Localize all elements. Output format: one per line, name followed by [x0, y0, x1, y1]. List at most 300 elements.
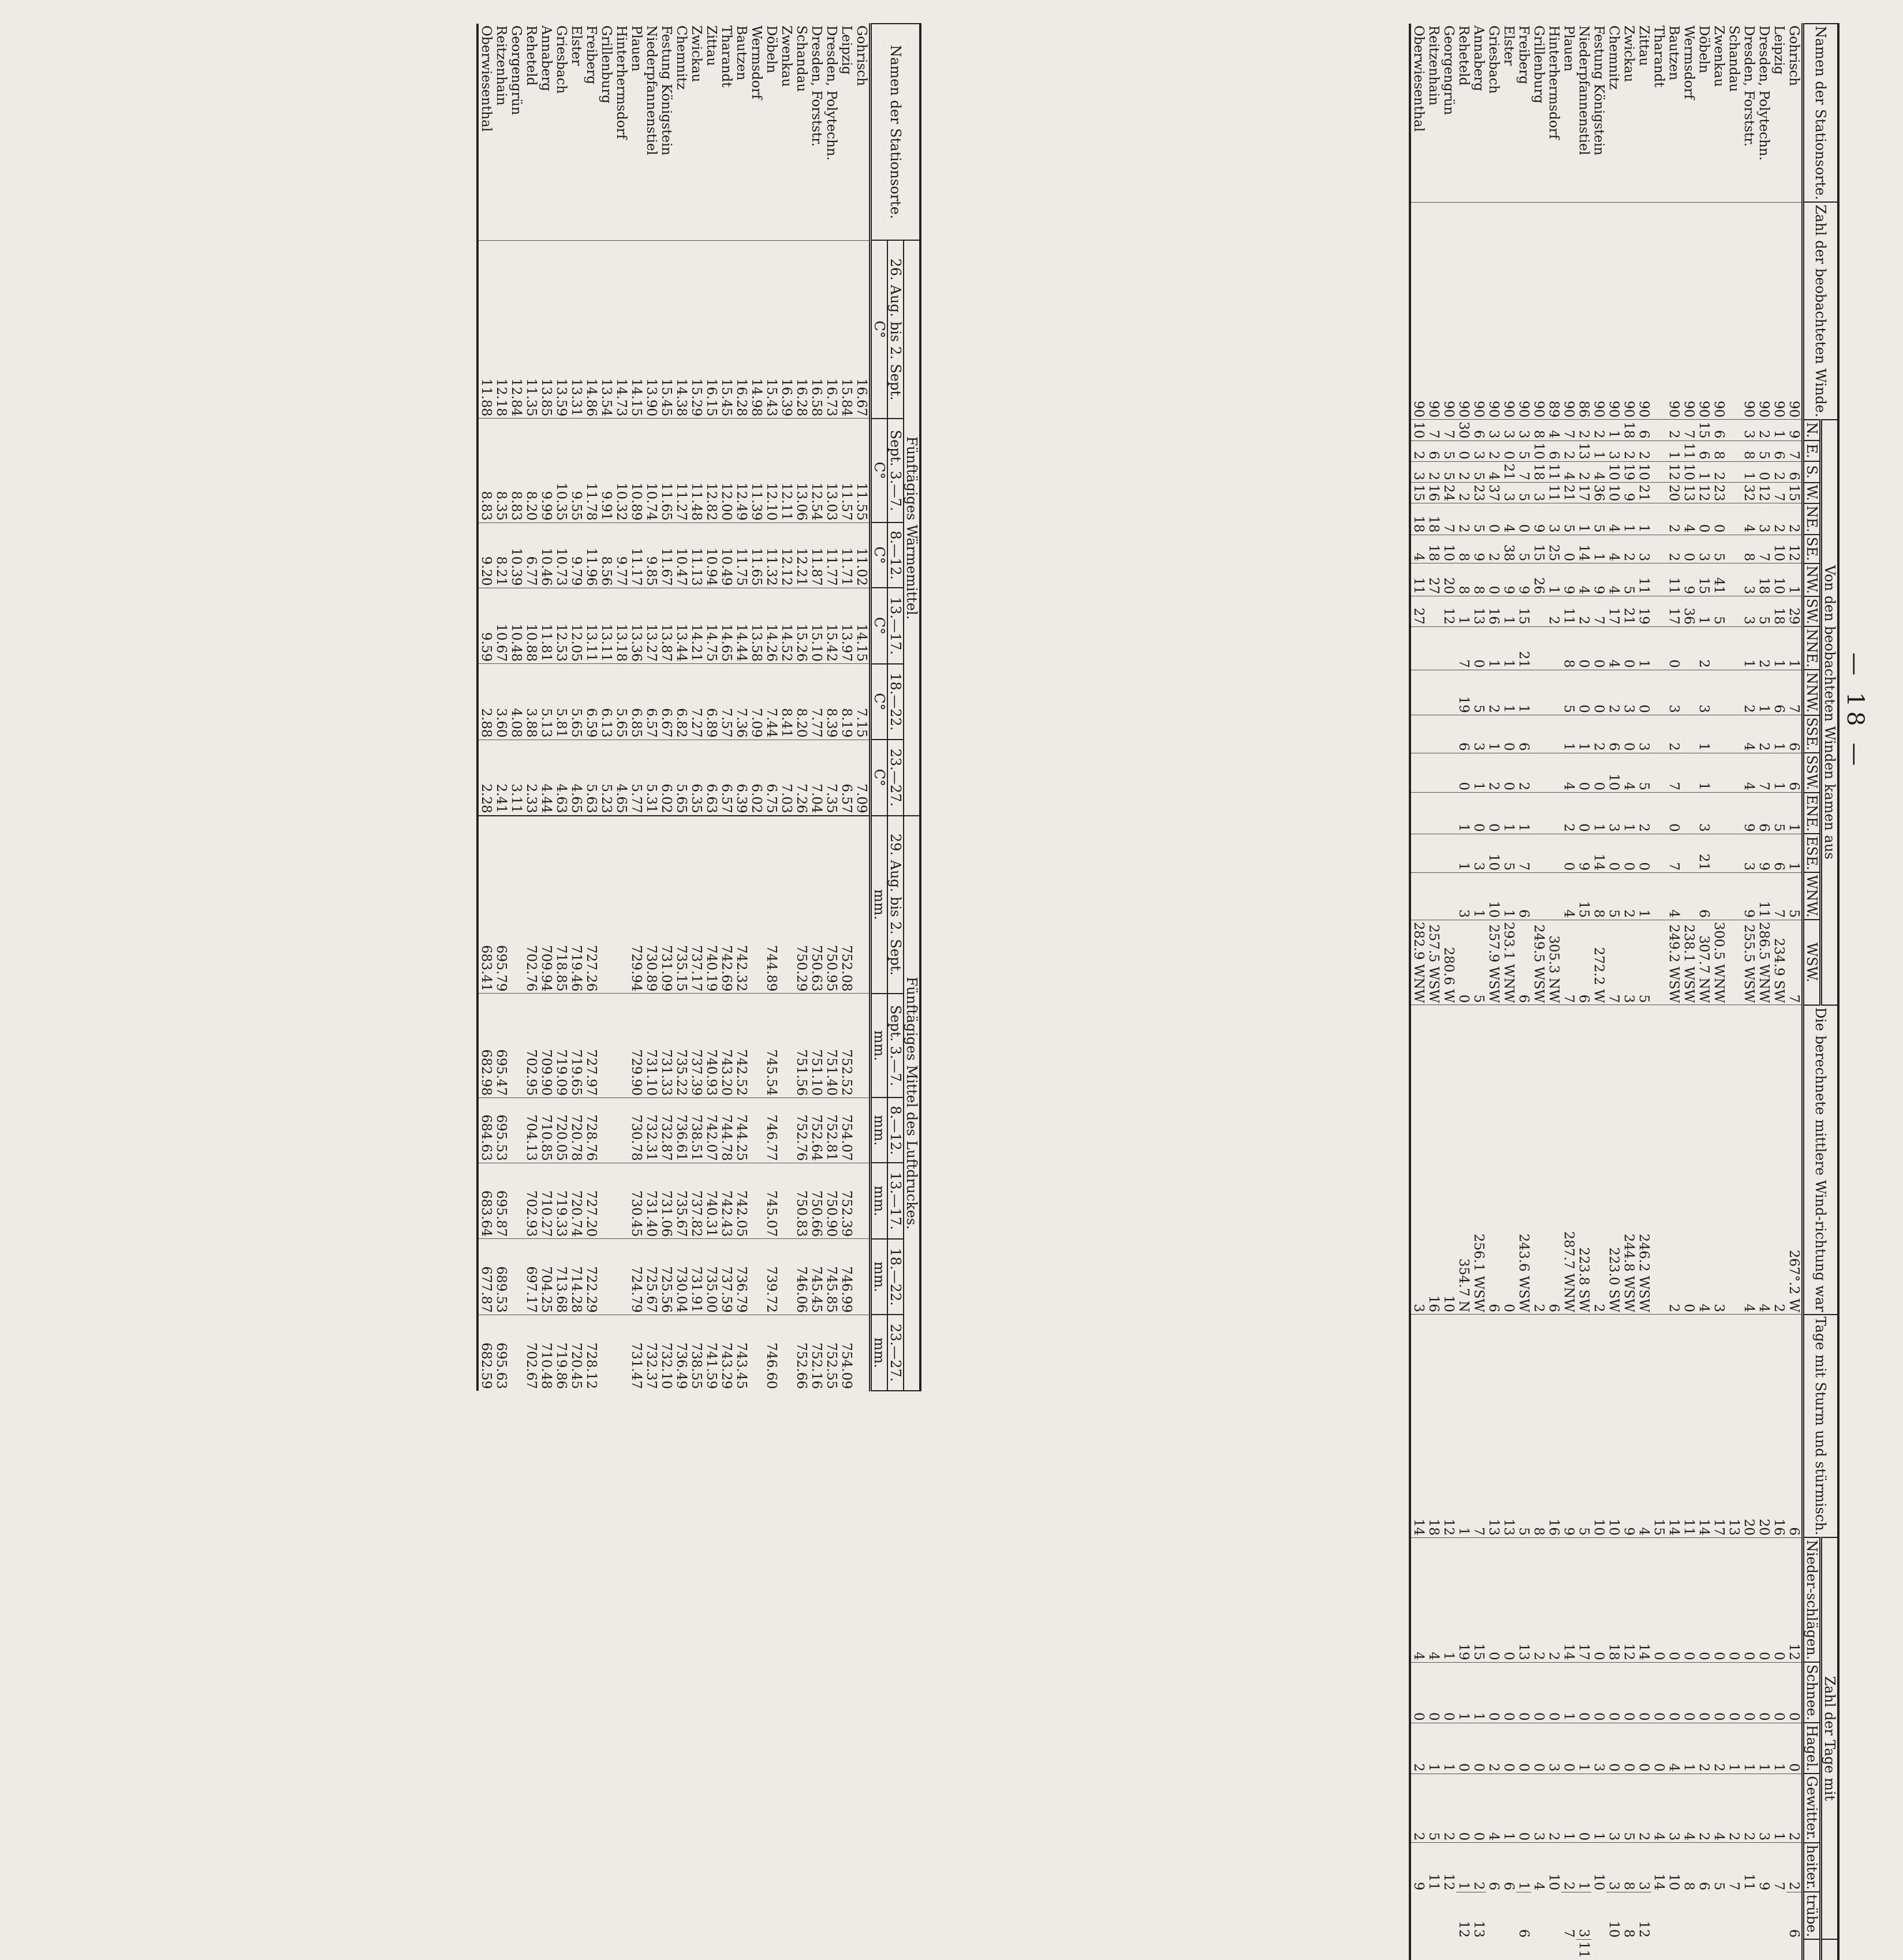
wind-cell: [1546, 872, 1561, 920]
wind-cell: [1531, 834, 1546, 872]
wind-cell: [1651, 461, 1666, 482]
wind-cell: 2: [1666, 503, 1681, 535]
pressure-cell: [614, 816, 629, 994]
pressure-cell: 735.67: [674, 1163, 689, 1238]
temperature-cell: 14.75: [704, 588, 719, 663]
wind-cell: [1726, 715, 1741, 753]
wind-cell: 2: [1696, 1723, 1711, 1774]
temperature-cell: 16.28: [794, 240, 809, 418]
temperature-cell: 10.67: [494, 588, 509, 663]
pressure-cell: [509, 994, 524, 1098]
wind-cell: 300.5 WNW: [1711, 920, 1726, 1005]
wind-cell: 8: [1741, 535, 1756, 563]
wind-cell: 0: [1591, 1662, 1606, 1723]
wind-cell: 3: [1501, 483, 1516, 503]
temperature-cell: 9.91: [599, 419, 614, 523]
wind-cell: 11: [1681, 440, 1696, 461]
wind-cell: 280.6 W: [1441, 920, 1456, 1005]
wind-cell: 4: [1621, 753, 1636, 793]
pressure-cell: 750.95: [824, 816, 839, 994]
wind-cell: 0: [1456, 920, 1471, 1005]
wind-cell: 1: [1456, 793, 1471, 834]
wind-cell: 8: [1561, 626, 1576, 670]
wind-cell: 2: [1636, 1774, 1651, 1843]
temperature-cell: 8.41: [779, 664, 794, 740]
wind-cell: 1: [1576, 1723, 1591, 1774]
wind-cell: 7: [1441, 420, 1456, 440]
wind-cell: 1: [1456, 1662, 1471, 1723]
wind-cell: 9: [1621, 1315, 1636, 1538]
wind-cell: 0: [1561, 535, 1576, 563]
temperature-cell: 7.57: [719, 664, 734, 740]
wind-cell: 6: [1786, 753, 1803, 793]
temperature-cell: 4.44: [539, 740, 554, 815]
temperature-cell: 6.75: [764, 740, 779, 815]
temperature-cell: 14.15: [629, 240, 644, 418]
wind-cell: 90: [1711, 202, 1726, 419]
temperature-cell: 6.67: [659, 664, 674, 740]
wind-cell: 2: [1711, 461, 1726, 482]
wind-cell: 5: [1471, 670, 1486, 715]
wind-cell: [1726, 670, 1741, 715]
pressure-cell: [854, 1097, 871, 1163]
temperature-cell: 7.36: [734, 664, 749, 740]
wind-cell: [1441, 793, 1456, 834]
wind-cell: 3: [1741, 420, 1756, 440]
pressure-cell: 724.79: [629, 1239, 644, 1315]
pressure-cell: 752.16: [809, 1315, 824, 1391]
wind-cell: 6: [1786, 1315, 1803, 1538]
wind-cell: 6: [1471, 420, 1486, 440]
wind-cell: 16: [1426, 483, 1441, 503]
wind-cell: 2: [1786, 503, 1803, 535]
wind-cell: 2: [1696, 626, 1711, 670]
wind-cell: 3: [1606, 1843, 1621, 1892]
wind-cell: [1726, 753, 1741, 793]
wind-cell: 5: [1441, 440, 1456, 461]
wind-cell: 90: [1501, 202, 1516, 419]
wind-cell: 27: [1410, 596, 1426, 627]
temperature-cell: 5.13: [539, 664, 554, 740]
wind-cell: 5: [1711, 1843, 1726, 1892]
pressure-cell: 742.32: [734, 816, 749, 994]
table-row: [524, 24, 539, 1391]
pressure-cell: 695.47: [494, 994, 509, 1098]
wind-cell: [1651, 626, 1666, 670]
wind-cell: 0: [1651, 1662, 1666, 1723]
wind-cell: 0: [1786, 1723, 1803, 1774]
temperature-cell: 11.71: [839, 522, 854, 588]
press-unit: mm.: [871, 994, 888, 1098]
wind-cell: 11: [1741, 1843, 1756, 1892]
wind-direction-header: SW.: [1803, 596, 1821, 627]
station-name: Dresden, Forststr.: [809, 25, 824, 147]
wind-cell: 6: [1516, 715, 1531, 753]
wind-cell: 1: [1456, 596, 1471, 627]
pressure-cell: [599, 1163, 614, 1238]
wind-cell: 1: [1786, 563, 1803, 596]
wind-cell: 2: [1486, 1723, 1501, 1774]
wind-cell: 0: [1486, 503, 1501, 535]
wind-cell: 0: [1501, 1537, 1516, 1662]
t1-mean-header: Die berechnete mittlere Wind-richtung war: [1803, 1005, 1839, 1315]
temperature-cell: 11.77: [824, 522, 839, 588]
wind-cell: 2: [1771, 461, 1786, 482]
wind-direction-header: NW.: [1803, 563, 1821, 596]
station-name: Bautzen: [734, 25, 749, 81]
wind-cell: 21: [1621, 596, 1636, 627]
wind-cell: [1546, 670, 1561, 715]
wind-cell: [1531, 596, 1546, 627]
wind-cell: 9: [1410, 1843, 1426, 1892]
wind-cell: 0: [1756, 1662, 1771, 1723]
temperature-cell: 4.63: [554, 740, 569, 815]
wind-cell: 6: [1696, 872, 1711, 920]
wind-cell: [1711, 670, 1726, 715]
wind-cell: 32: [1741, 483, 1756, 503]
pressure-cell: 709.90: [539, 994, 554, 1098]
wind-cell: 0: [1501, 1005, 1516, 1315]
pressure-cell: 725.56: [659, 1239, 674, 1315]
pressure-cell: 735.22: [674, 994, 689, 1098]
pressure-cell: 713.68: [554, 1239, 569, 1315]
pressure-cell: 702.76: [524, 816, 539, 994]
temperature-cell: 13.85: [539, 240, 554, 418]
wind-cell: 3: [1741, 563, 1756, 596]
wind-cell: 9: [1561, 563, 1576, 596]
wind-cell: [1531, 753, 1546, 793]
wind-cell: 1: [1696, 461, 1711, 482]
wind-cell: 3: [1546, 503, 1561, 535]
temperature-cell: 7.09: [854, 740, 871, 815]
pressure-cell: 682.98: [477, 994, 494, 1098]
wind-cell: 1: [1561, 1662, 1576, 1723]
station-name: Niederpfannenstiel: [1576, 25, 1591, 155]
table-row: [1441, 24, 1456, 1960]
wind-cell: 0: [1666, 626, 1681, 670]
press-period-header: 29. Aug. bis 2. Sept.: [887, 816, 904, 994]
temperature-cell: 14.15: [854, 588, 871, 663]
wind-cell: 223.0 SW: [1606, 1005, 1621, 1315]
pressure-cell: [749, 816, 764, 994]
temperature-cell: 15.43: [764, 240, 779, 418]
wind-cell: 3: [1756, 1774, 1771, 1843]
wind-cell: 0: [1636, 1723, 1651, 1774]
pressure-cell: 751.40: [824, 994, 839, 1098]
temp-unit: C°: [871, 740, 888, 815]
wind-cell: 90: [1681, 202, 1696, 419]
wind-cell: [1441, 670, 1456, 715]
wind-cell: 257.5 WSW: [1426, 920, 1441, 1005]
pressure-cell: [749, 1315, 764, 1391]
wind-cell: 90: [1561, 202, 1576, 419]
temperature-cell: 3.88: [524, 664, 539, 740]
wind-cell: 0: [1771, 1537, 1786, 1662]
wind-cell: 89: [1546, 202, 1561, 419]
temperature-cell: 12.05: [569, 588, 584, 663]
press-unit: mm.: [871, 1239, 888, 1315]
wind-cell: 1: [1786, 834, 1803, 872]
pressure-cell: 735.15: [674, 816, 689, 994]
wind-cell: 1: [1501, 793, 1516, 834]
temperature-cell: 11.55: [854, 419, 871, 523]
wind-cell: 19: [1456, 670, 1471, 715]
temperature-cell: 13.90: [644, 240, 659, 418]
pressure-cell: 745.54: [764, 994, 779, 1098]
wind-cell: 10: [1531, 440, 1546, 461]
wind-cell: 3: [1546, 1723, 1561, 1774]
wind-cell: 11: [1410, 563, 1426, 596]
wind-cell: 7: [1591, 596, 1606, 627]
pressure-cell: [614, 994, 629, 1098]
wind-cell: 0: [1621, 626, 1636, 670]
wind-cell: [1546, 834, 1561, 872]
wind-cell: 26: [1531, 563, 1546, 596]
wind-cell: 4: [1696, 1005, 1711, 1315]
wind-cell: 2: [1591, 420, 1606, 440]
wind-cell: 5: [1606, 872, 1621, 920]
wind-cell: 0: [1516, 503, 1531, 535]
wind-cell: [1726, 920, 1741, 1005]
wind-cell: 0: [1486, 563, 1501, 596]
wind-cell: 0: [1531, 1662, 1546, 1723]
wind-cell: 1: [1486, 715, 1501, 753]
pressure-cell: [854, 1163, 871, 1238]
wind-cell: [1441, 872, 1456, 920]
wind-cell: 4: [1666, 872, 1681, 920]
wind-cell: 249.5 WSW: [1531, 920, 1546, 1005]
pressure-cell: 752.81: [824, 1097, 839, 1163]
wind-cell: 3: [1636, 1843, 1651, 1892]
pressure-cell: 702.67: [524, 1315, 539, 1391]
temperature-cell: 13.06: [794, 419, 809, 523]
temperature-cell: 11.87: [809, 522, 824, 588]
wind-cell: 0: [1576, 670, 1591, 715]
wind-cell: 286.5 WNW: [1756, 920, 1771, 1005]
wind-cell: 6: [1486, 1843, 1501, 1892]
temperature-cell: 8.20: [794, 664, 809, 740]
wind-cell: 2: [1636, 793, 1651, 834]
wind-cell: 17: [1711, 1315, 1726, 1538]
temperature-cell: 2.33: [524, 740, 539, 815]
wind-direction-header: NNW.: [1803, 670, 1821, 715]
table-row: [1756, 24, 1771, 1960]
wind-cell: 7: [1441, 503, 1456, 535]
wind-cell: [1651, 535, 1666, 563]
wind-cell: 2: [1591, 715, 1606, 753]
wind-cell: 5: [1621, 563, 1636, 596]
wind-cell: 4: [1486, 1774, 1501, 1843]
wind-cell: 2: [1756, 715, 1771, 753]
wind-cell: 1: [1621, 793, 1636, 834]
station-name: Georgengrün: [1441, 25, 1456, 115]
wind-cell: 10: [1606, 483, 1621, 503]
wind-cell: [1426, 715, 1441, 753]
pressure-cell: 728.12: [584, 1315, 599, 1391]
pressure-cell: 746.99: [839, 1239, 854, 1315]
wind-cell: 256.1 WSW: [1471, 1005, 1486, 1315]
table-row: [539, 24, 554, 1391]
wind-cell: [1651, 440, 1666, 461]
temperature-cell: 11.17: [629, 522, 644, 588]
wind-cell: 0: [1576, 1662, 1591, 1723]
wind-cell: 17: [1576, 483, 1591, 503]
pressure-cell: [599, 1097, 614, 1163]
wind-cell: [1531, 793, 1546, 834]
table-row: [509, 24, 524, 1391]
temp-unit: C°: [871, 522, 888, 588]
wind-cell: 5: [1516, 1315, 1531, 1538]
wind-cell: 5: [1471, 920, 1486, 1005]
wind-cell: 3: [1636, 535, 1651, 563]
temperature-cell: 12.18: [494, 240, 509, 418]
wind-cell: 2: [1486, 670, 1501, 715]
wind-direction-header: ESE.: [1803, 834, 1821, 872]
wind-cell: 11: [1636, 563, 1651, 596]
pressure-cell: 702.93: [524, 1163, 539, 1238]
wind-cell: [1410, 872, 1426, 920]
wind-cell: 20: [1666, 483, 1681, 503]
pressure-cell: 751.10: [809, 994, 824, 1098]
temperature-cell: 12.12: [779, 522, 794, 588]
station-name: Leipzig: [1771, 25, 1786, 75]
station-name: Plauen: [1561, 25, 1576, 72]
wind-cell: 90: [1741, 202, 1756, 419]
wind-cell: [1681, 753, 1696, 793]
wind-cell: 9: [1741, 872, 1756, 920]
temperature-cell: 11.39: [749, 419, 764, 523]
wind-cell: 14: [1636, 1537, 1651, 1662]
pressure-cell: 719.46: [569, 816, 584, 994]
pressure-cell: 738.55: [689, 1315, 704, 1391]
wind-cell: 1: [1456, 834, 1471, 872]
pressure-cell: 742.52: [734, 994, 749, 1098]
table-row: [1426, 24, 1441, 1960]
table-row: [1786, 24, 1803, 1960]
wind-cell: 4: [1486, 461, 1501, 482]
pressure-cell: [779, 816, 794, 994]
temperature-cell: 6.85: [629, 664, 644, 740]
wind-cell: 10: [1410, 420, 1426, 440]
wind-cell: 9: [1591, 563, 1606, 596]
wind-cell: [1441, 715, 1456, 753]
wind-cell: 8: [1471, 563, 1486, 596]
wind-cell: 3: [1741, 834, 1756, 872]
station-name: Annaberg: [1471, 25, 1486, 92]
wind-cell: 6: [1786, 715, 1803, 753]
temperature-cell: 7.03: [779, 740, 794, 815]
wind-cell: 0: [1726, 1537, 1741, 1662]
temperature-cell: 10.89: [629, 419, 644, 523]
wind-cell: 3: [1471, 715, 1486, 753]
temperature-cell: 10.32: [614, 419, 629, 523]
wind-cell: 16: [1486, 596, 1501, 627]
table-row: [1681, 24, 1696, 1960]
wind-cell: [1546, 626, 1561, 670]
table-row: [1666, 24, 1681, 1960]
pressure-cell: 728.76: [584, 1097, 599, 1163]
wind-cell: 0: [1486, 1662, 1501, 1723]
wind-cell: 90: [1441, 202, 1456, 419]
wind-cell: 7: [1426, 420, 1441, 440]
wind-cell: [1410, 753, 1426, 793]
wind-cell: 0: [1546, 1662, 1561, 1723]
pressure-cell: [509, 816, 524, 994]
temp-period-header: 18.—22.: [887, 664, 904, 740]
pressure-cell: 729.90: [629, 994, 644, 1098]
t2-station-header: Namen der Stationsorte.: [871, 24, 921, 240]
table-row: [704, 24, 719, 1391]
wind-cell: [1546, 793, 1561, 834]
wind-cell: 2: [1711, 1723, 1726, 1774]
table-row: [839, 24, 854, 1391]
wind-cell: 6: [1771, 440, 1786, 461]
wind-cell: 2: [1410, 1774, 1426, 1843]
wind-cell: 14: [1410, 1315, 1426, 1538]
wind-cell: 4: [1576, 563, 1591, 596]
wind-cell: 2: [1486, 535, 1501, 563]
temperature-cell: 7.04: [809, 740, 824, 815]
temperature-cell: 11.78: [584, 419, 599, 523]
temperature-cell: 4.65: [569, 740, 584, 815]
wind-cell: [1711, 834, 1726, 872]
t1-wind-group-header: Von den beobachteten Winden kamen aus: [1821, 420, 1839, 1005]
wind-cell: 23: [1711, 483, 1726, 503]
wind-cell: 1: [1576, 1843, 1591, 1892]
pressure-cell: 735.00: [704, 1239, 719, 1315]
wind-cell: 4: [1741, 503, 1756, 535]
wind-cell: 0: [1726, 1662, 1741, 1723]
wind-cell: 0: [1576, 793, 1591, 834]
wind-cell: 7: [1456, 626, 1471, 670]
pressure-cell: 750.90: [824, 1163, 839, 1238]
pressure-cell: 695.53: [494, 1097, 509, 1163]
wind-cell: 12: [1666, 461, 1681, 482]
wind-cell: 2: [1546, 1537, 1561, 1662]
pressure-cell: 752.64: [809, 1097, 824, 1163]
temperature-cell: 11.88: [477, 240, 494, 418]
temperature-cell: 15.45: [719, 240, 734, 418]
pressure-cell: [749, 994, 764, 1098]
wind-cell: 2: [1576, 420, 1591, 440]
wind-cell: 1: [1576, 715, 1591, 753]
wind-cell: [1426, 872, 1441, 920]
temperature-cell: 9.20: [477, 522, 494, 588]
wind-cell: [1426, 793, 1441, 834]
wind-cell: 2: [1576, 596, 1591, 627]
wind-cell: [1426, 596, 1441, 627]
wind-cell: 9: [1576, 834, 1591, 872]
wind-cell: [1531, 715, 1546, 753]
station-name: Griesbach: [1486, 25, 1501, 94]
temperature-cell: 7.77: [809, 664, 824, 740]
wind-cell: 1: [1696, 596, 1711, 627]
wind-cell: 18: [1606, 1537, 1621, 1662]
table-row: [1531, 24, 1546, 1960]
wind-cell: 2: [1486, 440, 1501, 461]
station-name: Chemnitz: [674, 25, 689, 90]
wind-cell: 0: [1681, 1662, 1696, 1723]
t2-temp-group-header: Fünftägiges Wärmemittel.: [904, 240, 920, 815]
wind-cell: 8: [1456, 563, 1471, 596]
wind-cell: 2: [1621, 535, 1636, 563]
temperature-cell: 11.81: [539, 588, 554, 663]
temperature-cell: 5.23: [599, 740, 614, 815]
wind-cell: 2: [1666, 1005, 1681, 1315]
wind-cell: [1651, 715, 1666, 753]
wind-direction-header: NNE.: [1803, 626, 1821, 670]
wind-cell: 6: [1426, 440, 1441, 461]
